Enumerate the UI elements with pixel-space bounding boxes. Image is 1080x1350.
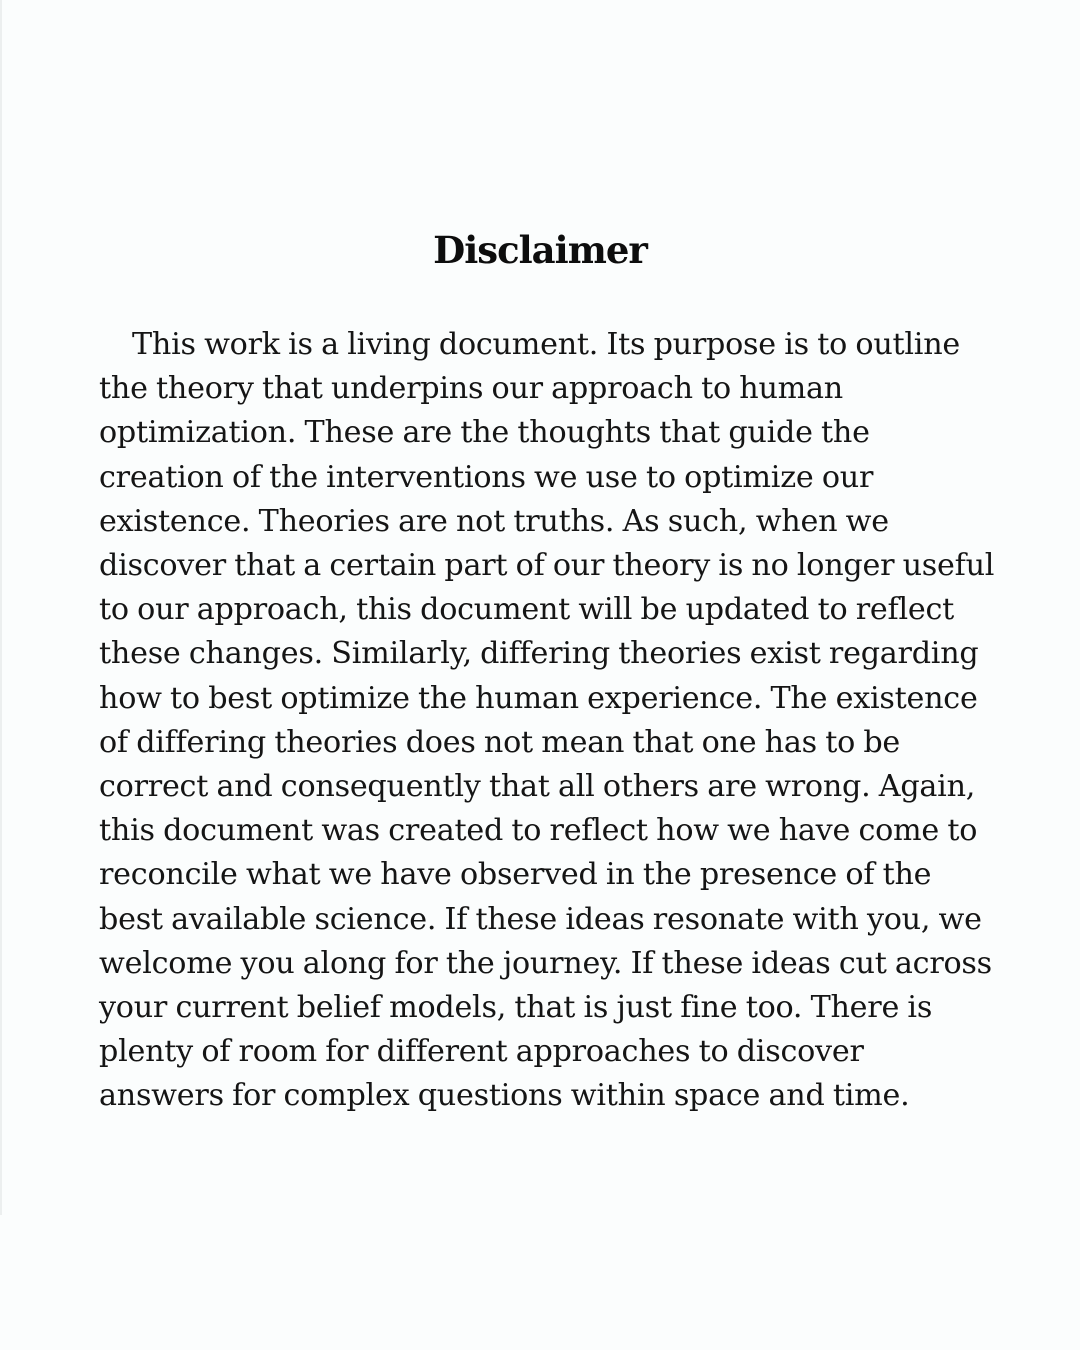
paragraph-line: of differing theories does not mean that one has to be bbox=[99, 724, 901, 760]
paragraph-line: reconcile what we have observed in the presence of the bbox=[99, 857, 932, 893]
paragraph-line: the theory that underpins our approach to human bbox=[99, 371, 843, 407]
paragraph-line: your current belief models, that is just fine too. There is bbox=[99, 990, 933, 1026]
paragraph-line: these changes. Similarly, differing theories exist regarding bbox=[99, 636, 979, 672]
paragraph-line: discover that a certain part of our theory is no longer useful bbox=[99, 548, 995, 584]
paragraph-line: how to best optimize the human experience. The existence bbox=[99, 680, 978, 716]
paragraph-line: to our approach, this document will be updated to reflect bbox=[99, 592, 955, 628]
paragraph-line: welcome you along for the journey. If these ideas cut across bbox=[99, 945, 992, 981]
disclaimer-paragraph bbox=[99, 323, 995, 1119]
paragraph-line: answers for complex questions within space and time. bbox=[99, 1078, 910, 1114]
paragraph-line: plenty of room for different approaches to discover bbox=[99, 1034, 864, 1070]
paragraph-line: optimization. These are the thoughts that guide the bbox=[99, 415, 870, 451]
paragraph-line: best available science. If these ideas resonate with you, we bbox=[99, 901, 982, 937]
document-title: Disclaimer bbox=[433, 228, 647, 272]
paragraph-line: this document was created to reflect how we have come to bbox=[99, 813, 978, 849]
paragraph-line: correct and consequently that all others are wrong. Again, bbox=[99, 769, 976, 805]
page-edge-divider bbox=[0, 0, 2, 1215]
paragraph-line: This work is a living document. Its purpose is to outline bbox=[132, 327, 961, 362]
paragraph-line: creation of the interventions we use to optimize our bbox=[99, 459, 874, 495]
paragraph-line: existence. Theories are not truths. As such, when we bbox=[99, 503, 889, 539]
